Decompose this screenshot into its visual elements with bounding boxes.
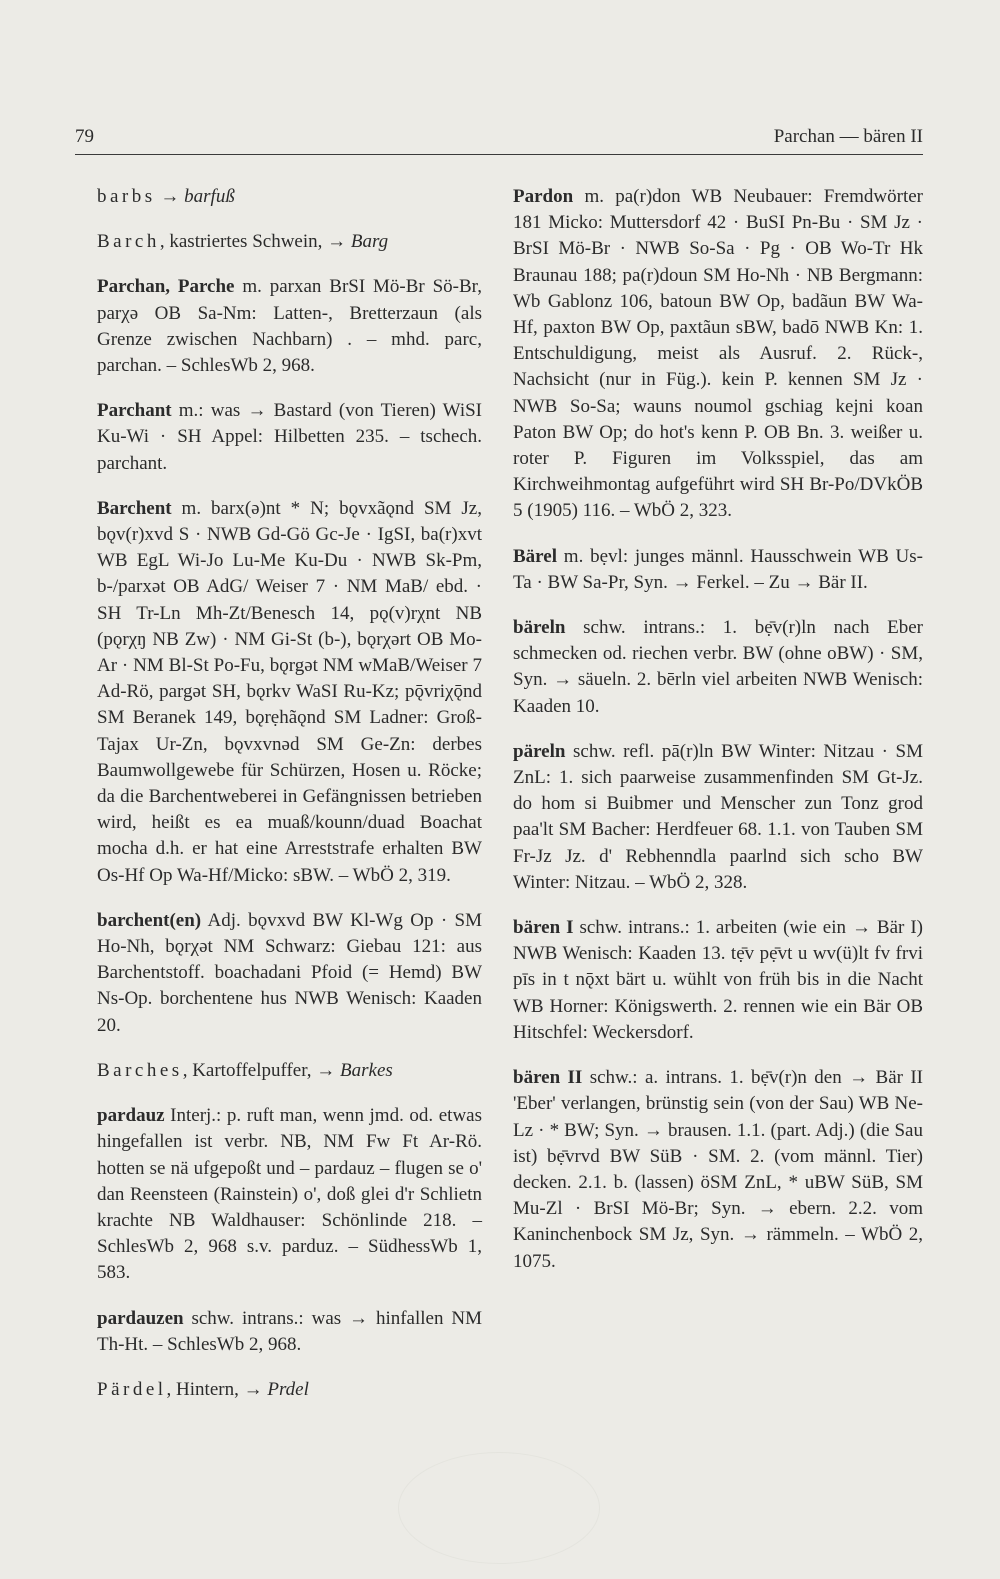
entry-baeren-2: bären II schw.: a. intrans. 1. bẹ̄v(r)n den → Bär II 'Eber' verlangen, brünstig sein (von der Sau) WB Ne-Lz · * BW; Syn. → brausen. 1.1. (part. Adj.) (die Sau ist) bẹ̄vrvd BW SüB · SM. 2. (vom männl. Tier) decken. 2.1. b. (lassen) öSM ZnL, * uBW SüB, SM Mu-Zl · BrSI Mö-Br; Syn. → ebern. 2.2. vom Kaninchenbock SM Jz, Syn. → rämmeln. – WbÖ 2, 1075. — [513, 1067, 923, 1272]
page-header — [75, 126, 923, 155]
entry-baeren-1: bären I schw. intrans.: 1. arbeiten (wie ein → Bär I) NWB Wenisch: Kaaden 13. tẹ̄v pẹ̄vt u wv(ü)lt fv frvi pīs in t nǭxt bärt u. wühlt von früh bis in die Nacht WB Horner: Königswerth. 2. rennen wie ein Bär OB Hitschfel: Weckersdorf. — [513, 917, 923, 1043]
entry-paereln: päreln schw. refl. pā(r)ln BW Winter: Nitzau · SM ZnL: 1. sich paarweise zusammenfinden SM Gt-Jz. do hom si Buibmer und Menscher zun Tonz grod paa'lt SM Bacher: Herdfeuer 68. 1.1. von Tauben SM Fr-Jz Jz. d' Rebhenndla paarlnd sich scho BW Winter: Nitzau. – WbÖ 2, 328. — [513, 740, 923, 893]
entry-barchent: Barchent m. barx(ə)nt * N; bǫvxãǫnd SM Jz, bǫv(r)xvd S · NWB Gd-Gö Gc-Je · IgSI, ba(r)xvt WB EgL Wi-Jo Lu-Me Ku-Du · NWB Sk-Pm, b-/parxət OB AdG/ Weiser 7 · NM MaB/ ebd. · SH Tr-Ln Mh-Zt/Benesch 14, pǫ(v)rχnt NB (pǫrχŋ NB Zw) · NM Gi-St (b-), bǫrχərt OB Mo-Ar · NM Bl-St Po-Fu, bǫrgət NM wMaB/Weiser 7 Ad-Rö, pargət SH, bǫrkv WaSI Ru-Kz; pǭvriχǭnd SM Beranek 149, bǫrẹhãǫnd SM Ladner: Groß-Tajax Ur-Zn, bǫvxvnəd SM Ge-Zn: derbes Baumwollgewebe für Schürzen, Hosen u. Röcke; da die Barchentweberei in Gefängnissen betrieben wird, heißt es ea muaß/kounn/duad Boachat mocha d.h. er hat eine Arreststrafe erhalten BW Os-Hf Op Wa-Hf/Micko: sBW. – WbÖ 2, 319. — [97, 497, 482, 886]
entry-pardauz: pardauz Interj.: p. ruft man, wenn jmd. od. etwas hingefallen ist verbr. NB, NM Fw Ft Ar-Rö. hotten se nä ufgepoßt und – pardauz – flugen se o' dan Reensteen (Rainstein) o', doß glei d'r Schlietn krachte NB Waldhauser: Schönlinde 218. – SchlesWb 2, 968 s.v. parduz. – SüdhessWb 1, 583. — [97, 1105, 482, 1284]
entry-barbs: barbs → barfuß — [97, 186, 235, 207]
page-number: 79 — [75, 126, 94, 147]
left-column — [97, 184, 482, 1422]
entry-barches: Barches, Kartoffelpuffer, → Barkes — [97, 1059, 393, 1081]
entry-barch: Barch, kastriertes Schwein, → Barg — [97, 231, 389, 253]
entry-barchenten: barchent(en) Adj. bǫvxvd BW Kl-Wg Op · SM Ho-Nh, bǫrχət NM Schwarz: Giebau 121: aus Barchentstoff. boachadani Pfoid (= Hemd) BW Ns-Op. borchentene hus NWB Wenisch: Kaaden 20. — [97, 909, 482, 1036]
entry-baereln: bäreln schw. intrans.: 1. bẹ̄v(r)ln nach Eber schmecken od. riechen verbr. BW (ohne oBW) · SM, Syn. → säueln. 2. bērln viel arbeiten NWB Wenisch: Kaaden 10. — [513, 617, 923, 717]
entry-parchan: Parchan, Parche m. parxan BrSI Mö-Br Sö-Br, parχə OB Sa-Nm: Latten-, Bretterzaun (als Grenze zwischen Nachbarn) . – mhd. parc, parchan. – SchlesWb 2, 968. — [97, 276, 482, 377]
faint-library-stamp — [398, 1452, 600, 1564]
entry-parchant: Parchant m.: was → Bastard (von Tieren) WiSI Ku-Wi · SH Appel: Hilbetten 235. – tschech. parchant. — [97, 400, 482, 474]
entry-paerdel: Pärdel, Hintern, → Prdel — [97, 1378, 309, 1400]
running-title: Parchan — bären II — [773, 126, 923, 147]
right-column — [513, 184, 923, 1294]
entry-pardon: Pardon m. pa(r)don WB Neubauer: Fremdwörter 181 Micko: Muttersdorf 42 · BuSI Pn-Bu · SM Jz · BrSI Mö-Br · NWB So-Sa · Pg · OB Wo-Tr Hk Braunau 188; pa(r)doun SM Ho-Nh · NB Bergmann: Wb Gablonz 106, batoun BW Op, badãun BW Wa-Hf, paxton BW Op, paxtãun sBW, badō NWB Kn: 1. Entschuldigung, meist als Ausruf. 2. Rück-, Nachsicht (nur in Füg.). kein P. kennen SM Jz · NWB So-Sa; wauns noumol gschiag kejni koan Paton BW Op; do hot's kenn P. OB Bn. 3. weißer u. roter P. Figuren im Volksspiel, das am Kirchweihmontag aufgeführt wird SH Br-Po/DVkÖB 5 (1905) 116. – WbÖ 2, 323. — [513, 186, 923, 522]
entry-pardauzen: pardauzen schw. intrans.: was → hinfallen NM Th-Ht. – SchlesWb 2, 968. — [97, 1307, 482, 1355]
entry-baerel: Bärel m. bẹvl: junges männl. Hausschwein WB Us-Ta · BW Sa-Pr, Syn. → Ferkel. – Zu → Bär II. — [513, 545, 923, 593]
